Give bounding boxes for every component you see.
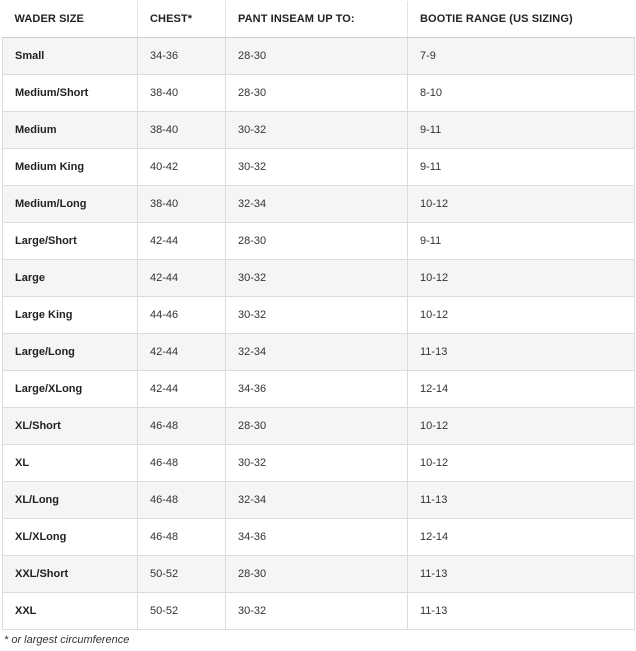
chest-cell: 46-48 bbox=[138, 408, 226, 445]
wader-size-cell: Medium/Long bbox=[3, 186, 138, 223]
table-row bbox=[3, 297, 635, 334]
wader-size-cell: Small bbox=[3, 38, 138, 75]
inseam-cell: 30-32 bbox=[226, 445, 408, 482]
bootie-cell: 7-9 bbox=[408, 38, 635, 75]
footnote: * or largest circumference bbox=[4, 634, 130, 646]
bootie-cell: 10-12 bbox=[408, 408, 635, 445]
wader-size-cell: Large/Long bbox=[3, 334, 138, 371]
wader-size-cell: XL/XLong bbox=[3, 519, 138, 556]
inseam-cell: 34-36 bbox=[226, 519, 408, 556]
chest-cell: 40-42 bbox=[138, 149, 226, 186]
wader-size-table bbox=[2, 1, 635, 630]
table-row bbox=[3, 593, 635, 630]
table-row bbox=[3, 112, 635, 149]
inseam-cell: 30-32 bbox=[226, 593, 408, 630]
chest-cell: 46-48 bbox=[138, 519, 226, 556]
table-row bbox=[3, 482, 635, 519]
bootie-cell: 8-10 bbox=[408, 75, 635, 112]
wader-size-cell: Large bbox=[3, 260, 138, 297]
bootie-cell: 11-13 bbox=[408, 334, 635, 371]
chest-cell: 42-44 bbox=[138, 334, 226, 371]
bootie-cell: 9-11 bbox=[408, 149, 635, 186]
header-chest: CHEST* bbox=[138, 1, 226, 38]
inseam-cell: 30-32 bbox=[226, 297, 408, 334]
inseam-cell: 32-34 bbox=[226, 186, 408, 223]
table-body bbox=[3, 38, 635, 630]
wader-size-cell: XL/Short bbox=[3, 408, 138, 445]
inseam-cell: 28-30 bbox=[226, 556, 408, 593]
wader-size-cell: Large King bbox=[3, 297, 138, 334]
chest-cell: 42-44 bbox=[138, 260, 226, 297]
chest-cell: 46-48 bbox=[138, 445, 226, 482]
table-row bbox=[3, 149, 635, 186]
bootie-cell: 9-11 bbox=[408, 112, 635, 149]
table-row bbox=[3, 75, 635, 112]
inseam-cell: 30-32 bbox=[226, 112, 408, 149]
wader-size-cell: XL bbox=[3, 445, 138, 482]
chest-cell: 50-52 bbox=[138, 593, 226, 630]
chest-cell: 38-40 bbox=[138, 186, 226, 223]
chest-cell: 50-52 bbox=[138, 556, 226, 593]
chest-cell: 42-44 bbox=[138, 371, 226, 408]
table-row bbox=[3, 556, 635, 593]
table-header-row bbox=[3, 1, 635, 38]
table-row bbox=[3, 519, 635, 556]
inseam-cell: 28-30 bbox=[226, 408, 408, 445]
wader-size-cell: Large/Short bbox=[3, 223, 138, 260]
bootie-cell: 11-13 bbox=[408, 593, 635, 630]
wader-size-cell: XXL/Short bbox=[3, 556, 138, 593]
bootie-cell: 11-13 bbox=[408, 482, 635, 519]
table-row bbox=[3, 38, 635, 75]
bootie-cell: 10-12 bbox=[408, 445, 635, 482]
wader-size-cell: Medium King bbox=[3, 149, 138, 186]
table-row bbox=[3, 371, 635, 408]
inseam-cell: 28-30 bbox=[226, 223, 408, 260]
inseam-cell: 32-34 bbox=[226, 482, 408, 519]
wader-size-cell: Medium bbox=[3, 112, 138, 149]
table-row bbox=[3, 260, 635, 297]
header-wader-size: WADER SIZE bbox=[3, 1, 138, 38]
inseam-cell: 28-30 bbox=[226, 75, 408, 112]
chest-cell: 38-40 bbox=[138, 112, 226, 149]
table-row bbox=[3, 334, 635, 371]
chest-cell: 42-44 bbox=[138, 223, 226, 260]
inseam-cell: 30-32 bbox=[226, 149, 408, 186]
inseam-cell: 34-36 bbox=[226, 371, 408, 408]
inseam-cell: 30-32 bbox=[226, 260, 408, 297]
wader-size-cell: XXL bbox=[3, 593, 138, 630]
bootie-cell: 12-14 bbox=[408, 371, 635, 408]
wader-size-cell: Medium/Short bbox=[3, 75, 138, 112]
table-row bbox=[3, 223, 635, 260]
bootie-cell: 11-13 bbox=[408, 556, 635, 593]
table-row bbox=[3, 445, 635, 482]
wader-size-cell: Large/XLong bbox=[3, 371, 138, 408]
bootie-cell: 9-11 bbox=[408, 223, 635, 260]
bootie-cell: 12-14 bbox=[408, 519, 635, 556]
chest-cell: 44-46 bbox=[138, 297, 226, 334]
table-row bbox=[3, 186, 635, 223]
bootie-cell: 10-12 bbox=[408, 186, 635, 223]
chest-cell: 34-36 bbox=[138, 38, 226, 75]
header-bootie-range: BOOTIE RANGE (US SIZING) bbox=[408, 1, 635, 38]
chest-cell: 46-48 bbox=[138, 482, 226, 519]
table-row bbox=[3, 408, 635, 445]
chest-cell: 38-40 bbox=[138, 75, 226, 112]
header-pant-inseam: PANT INSEAM UP TO: bbox=[226, 1, 408, 38]
bootie-cell: 10-12 bbox=[408, 297, 635, 334]
inseam-cell: 32-34 bbox=[226, 334, 408, 371]
bootie-cell: 10-12 bbox=[408, 260, 635, 297]
wader-size-cell: XL/Long bbox=[3, 482, 138, 519]
inseam-cell: 28-30 bbox=[226, 38, 408, 75]
